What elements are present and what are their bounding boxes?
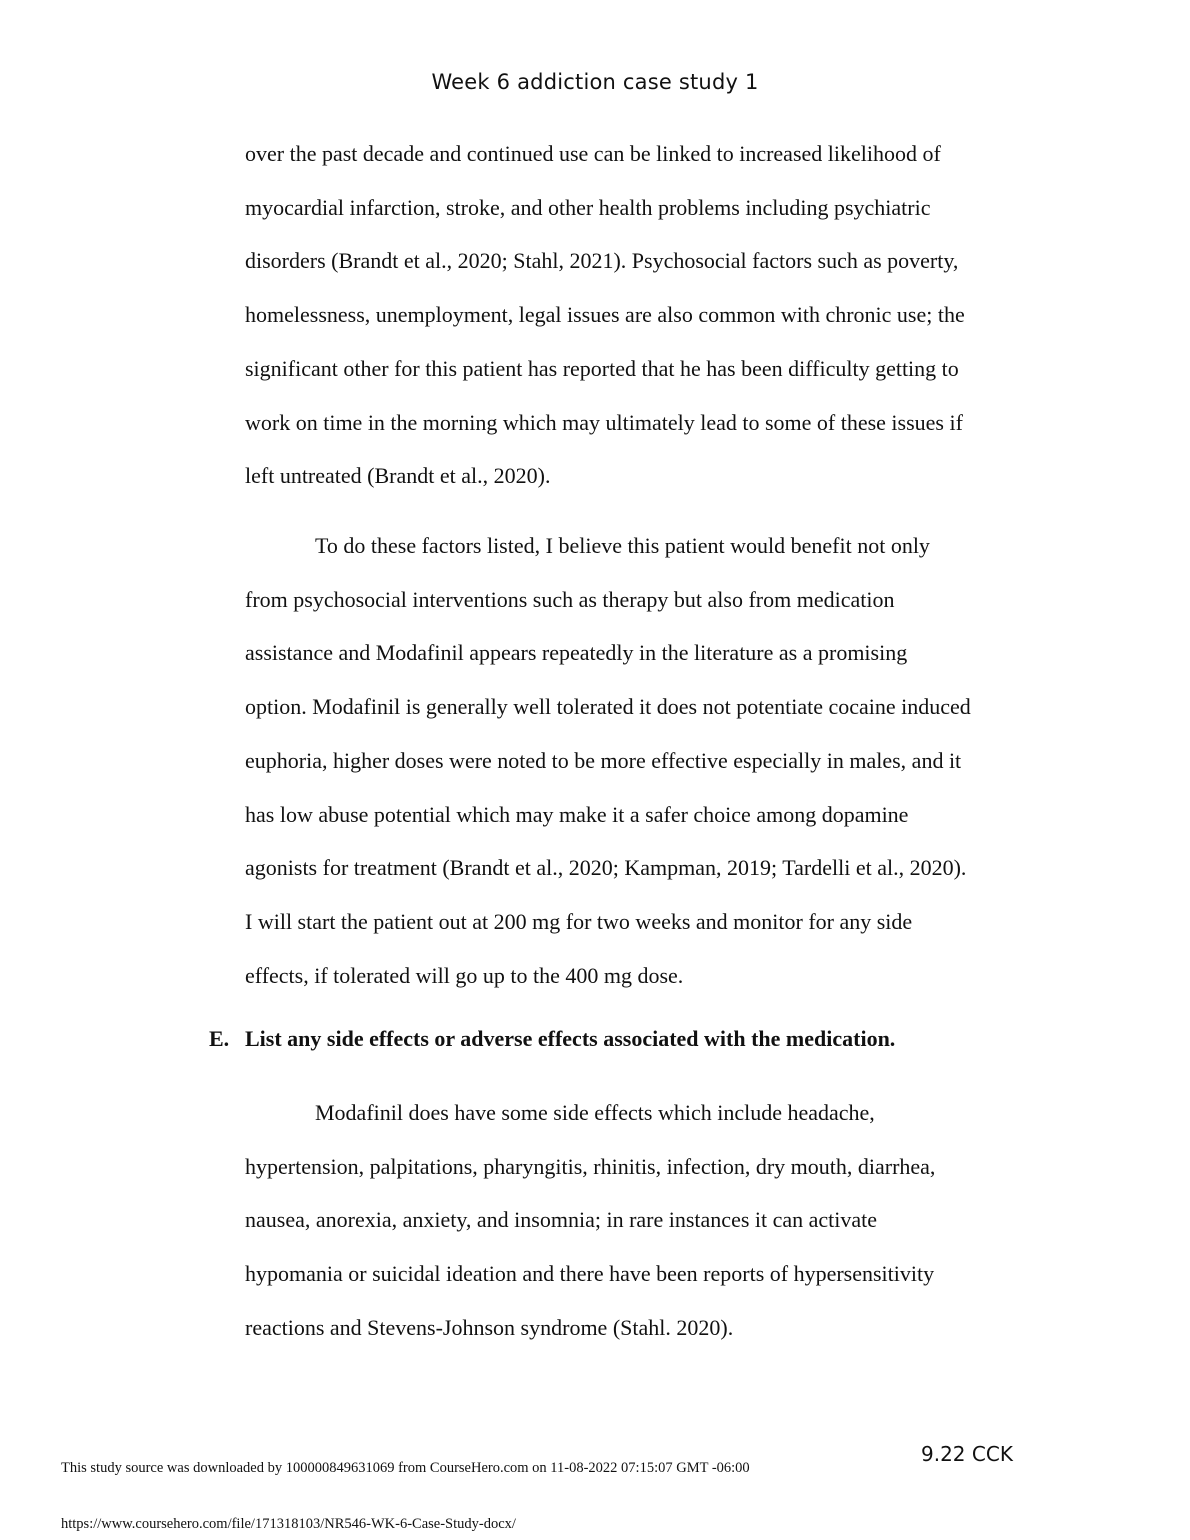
footer-code: 9.22 CCK bbox=[921, 1442, 1013, 1466]
text-line: assistance and Modafinil appears repeatedly in the literature as a promising bbox=[245, 640, 908, 666]
text-line: option. Modafinil is generally well tolerated it does not potentiate cocaine induced bbox=[245, 694, 971, 720]
text-line: left untreated (Brandt et al., 2020). bbox=[245, 463, 551, 489]
page-header-title: Week 6 addiction case study 1 bbox=[431, 70, 759, 94]
text-line: hypertension, palpitations, pharyngitis, rhinitis, infection, dry mouth, diarrhea, bbox=[245, 1153, 936, 1179]
text-line: has low abuse potential which may make it a safer choice among dopamine bbox=[245, 801, 909, 827]
paragraph-continuation bbox=[245, 127, 1025, 503]
footer-source-notice: This study source was downloaded by 100000849631069 from CourseHero.com on 11-08-2022 07:15:07 GMT -06:00 bbox=[61, 1460, 750, 1476]
text-line: nausea, anorexia, anxiety, and insomnia; in rare instances it can activate bbox=[245, 1207, 878, 1233]
text-line: myocardial infarction, stroke, and other health problems including psychiatric bbox=[245, 194, 931, 220]
text-line: hypomania or suicidal ideation and there have been reports of hypersensitivity bbox=[245, 1261, 935, 1287]
text-line: over the past decade and continued use can be linked to increased likelihood of bbox=[245, 141, 941, 166]
text-line: homelessness, unemployment, legal issues are also common with chronic use; the bbox=[245, 302, 965, 328]
text-line: euphoria, higher doses were noted to be more effective especially in males, and it bbox=[245, 747, 962, 773]
text-line: agonists for treatment (Brandt et al., 2020; Kampman, 2019; Tardelli et al., 2020). bbox=[245, 855, 967, 881]
text-line: disorders (Brandt et al., 2020; Stahl, 2021). Psychosocial factors such as poverty, bbox=[245, 248, 959, 274]
text-line: from psychosocial interventions such as therapy but also from medication bbox=[245, 586, 895, 612]
paragraph-treatment bbox=[245, 519, 1025, 1002]
text-line: I will start the patient out at 200 mg for two weeks and monitor for any side bbox=[245, 908, 913, 934]
text-line: significant other for this patient has reported that he has been difficulty getting to bbox=[245, 355, 959, 381]
text-line: Modafinil does have some side effects which include headache, bbox=[315, 1100, 875, 1125]
text-line: effects, if tolerated will go up to the 400 mg dose. bbox=[245, 962, 684, 988]
section-e-heading bbox=[209, 1026, 895, 1052]
text-line: work on time in the morning which may ultimately lead to some of these issues if bbox=[245, 409, 963, 435]
section-heading-text: List any side effects or adverse effects associated with the medication. bbox=[245, 1026, 896, 1051]
text-line: To do these factors listed, I believe this patient would benefit not only bbox=[315, 533, 930, 558]
paragraph-side-effects bbox=[245, 1086, 1025, 1355]
text-line: reactions and Stevens-Johnson syndrome (Stahl. 2020). bbox=[245, 1314, 734, 1340]
section-marker: E. bbox=[209, 1026, 230, 1051]
footer-url: https://www.coursehero.com/file/171318103/NR546-WK-6-Case-Study-docx/ bbox=[61, 1516, 516, 1532]
